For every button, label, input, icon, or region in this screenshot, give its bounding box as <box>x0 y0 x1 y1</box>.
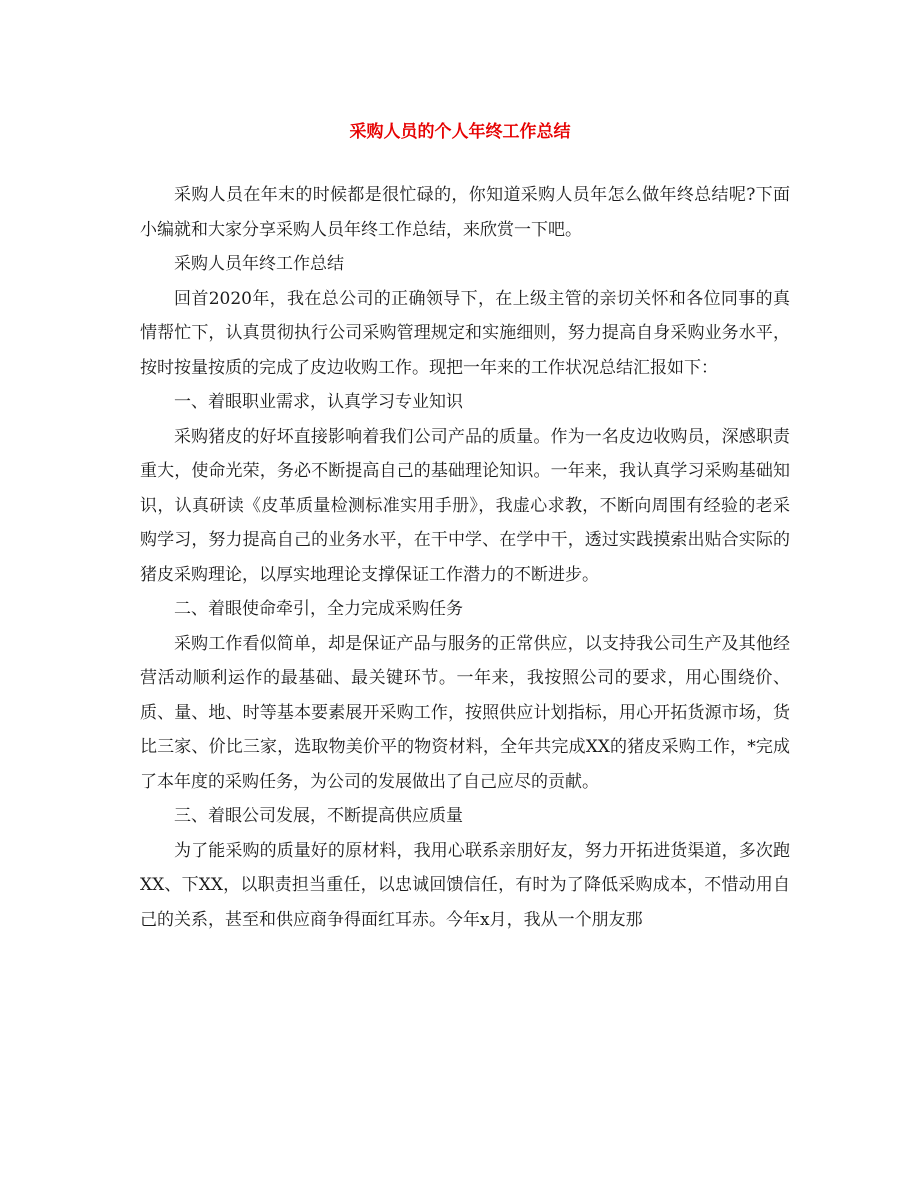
paragraph-section-2: 采购工作看似简单，却是保证产品与服务的正常供应，以支持我公司生产及其他经营活动顺利运作的最基础、最关键环节。一年来，我按照公司的要求，用心围绕价、质、量、地、时等基本要素展开采购工作，按照供应计划指标，用心开拓货源市场，货比三家、价比三家，选取物美价平的物资材料，全年共完成XX的猪皮采购工作，*完成了本年度的采购任务，为公司的发展做出了自己应尽的贡献。 <box>140 633 790 792</box>
paragraph-review: 回首2020年，我在总公司的正确领导下，在上级主管的亲切关怀和各位同事的真情帮忙下，认真贯彻执行公司采购管理规定和实施细则，努力提高自身采购业务水平，按时按量按质的完成了皮边收购工作。现把一年来的工作状况总结汇报如下： <box>140 288 790 378</box>
section-heading-2: 二、着眼使命牵引，全力完成采购任务 <box>174 599 463 619</box>
paragraph-section-3: 为了能采购的质量好的原材料，我用心联系亲朋好友，努力开拓进货渠道，多次跑XX、下XX，以职责担当重任，以忠诚回馈信任，有时为了降低采购成本，不惜动用自己的关系，甚至和供应商争得面红耳赤。今年x月，我从一个朋友那 <box>140 840 790 930</box>
paragraph-intro: 采购人员在年末的时候都是很忙碌的，你知道采购人员年怎么做年终总结呢?下面小编就和大家分享采购人员年终工作总结，来欣赏一下吧。 <box>140 185 790 240</box>
section-heading-3: 三、着眼公司发展，不断提高供应质量 <box>174 806 463 826</box>
paragraph-subtitle: 采购人员年终工作总结 <box>174 254 344 274</box>
document-title: 采购人员的个人年终工作总结 <box>349 122 571 142</box>
paragraph-section-1: 采购猪皮的好坏直接影响着我们公司产品的质量。作为一名皮边收购员，深感职责重大，使命光荣，务必不断提高自己的基础理论知识。一年来，我认真学习采购基础知识，认真研读《皮革质量检测标准实用手册》，我虚心求教，不断向周围有经验的老采购学习，努力提高自己的业务水平，在干中学、在学中干，透过实践摸索出贴合实际的猪皮采购理论，以厚实地理论支撑保证工作潜力的不断进步。 <box>140 426 790 585</box>
section-heading-1: 一、着眼职业需求，认真学习专业知识 <box>174 392 463 412</box>
document-body <box>140 178 790 937</box>
